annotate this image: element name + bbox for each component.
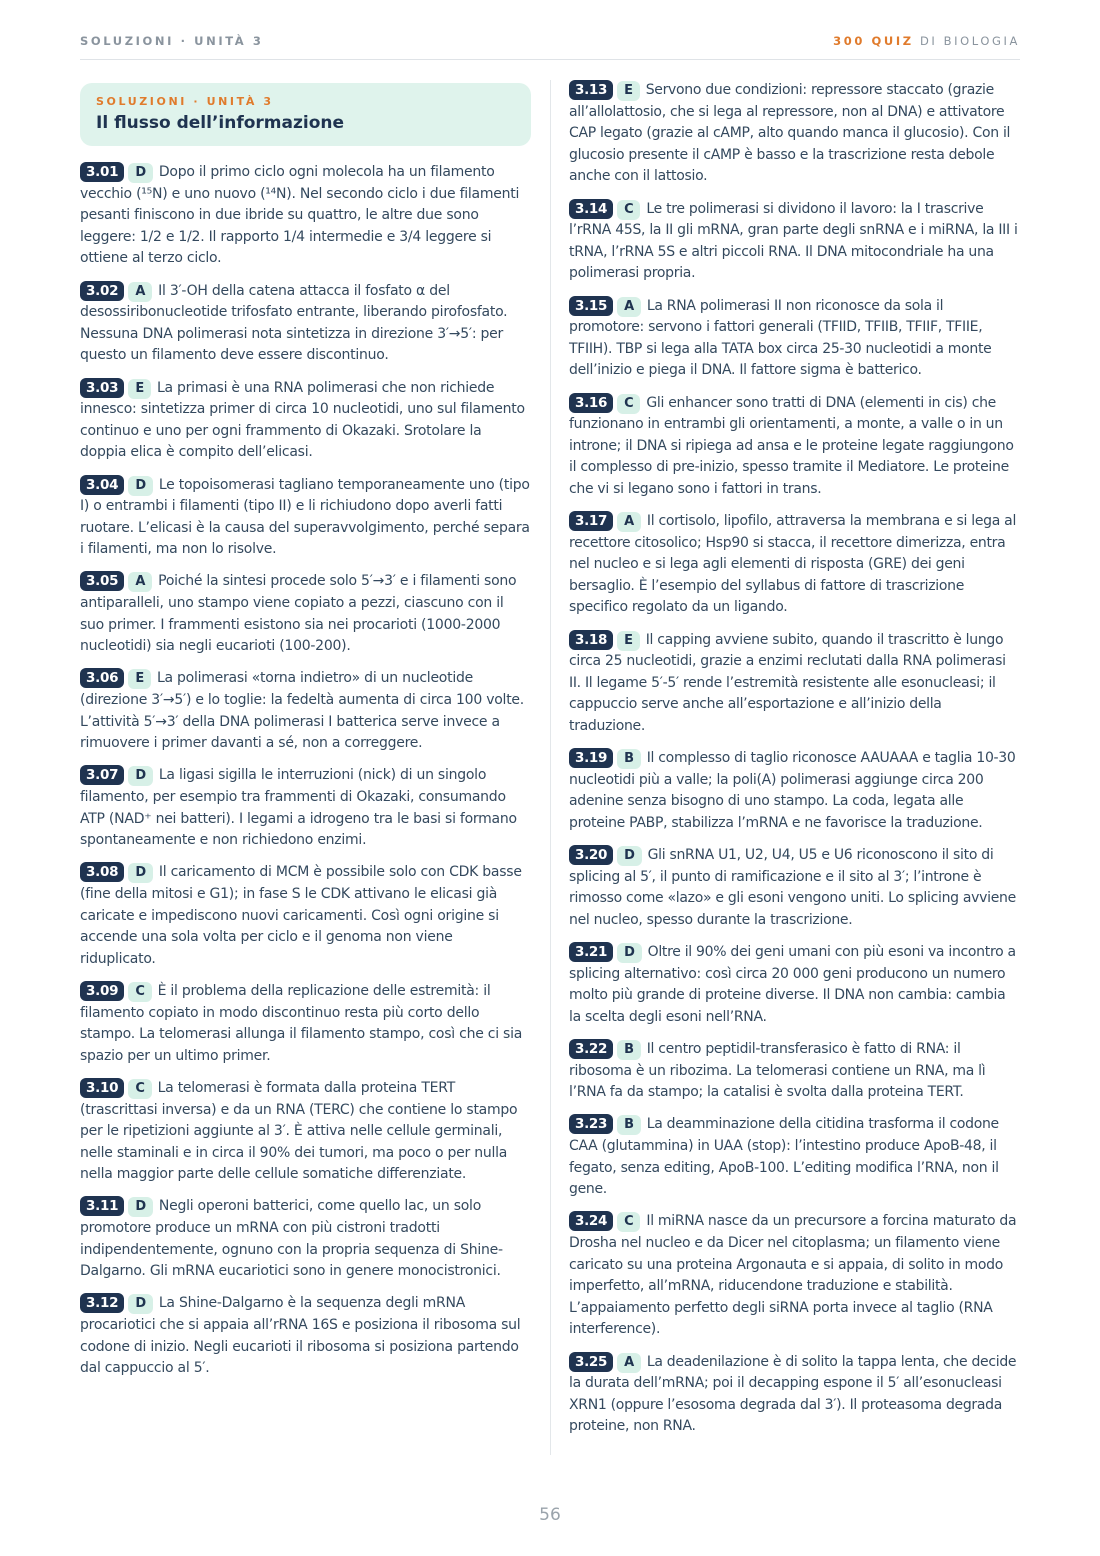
unit-title: Il flusso dell’informazione [96,113,345,133]
question-number-badge: 3.24 [569,1211,613,1231]
solution-entry [80,1196,531,1282]
question-number-badge: 3.13 [569,80,613,100]
answer-letter-badge: C [128,982,151,1002]
question-number-badge: 3.18 [569,630,613,650]
solution-entry [569,630,1021,738]
answer-letter-badge: B [617,1040,641,1060]
solution-entry [569,1039,1021,1104]
running-head [80,34,1020,60]
question-number-badge: 3.22 [569,1039,613,1059]
question-number-badge: 3.09 [80,981,124,1001]
unit-title-box [80,83,531,146]
solution-text: La telomerasi è formata dalla proteina TERT (trascrittasi inversa) e da un RNA (TERC) che contiene lo stampo per le ripetizioni aggiunte al 3′. È attiva nelle cellule germinali, nelle staminali e in circa il 90% dei tumori, ma poco o per nulla nella maggior parte delle cellule somatiche differenziate. [80,1079,518,1183]
question-number-badge: 3.11 [80,1196,124,1216]
question-number-badge: 3.19 [569,748,613,768]
solution-text: La deamminazione della citidina trasforma il codone CAA (glutammina) in UAA (stop): l’intestino produce ApoB-48, il fegato, senza editing, ApoB-100. L’editing modifica l’RNA, non il gene. [569,1116,999,1198]
solution-entry [80,862,531,970]
solution-entry [80,668,531,754]
solution-text: La ligasi sigilla le interruzioni (nick) di un singolo filamento, per esempio tra frammenti di Okazaki, consumando ATP (NAD⁺ nei batteri). I legami a idrogeno tra le basi si formano spontaneamente e non richiedono enzimi. [80,767,517,849]
solution-text: Le topoisomerasi tagliano temporaneamente uno (tipo I) o entrambi i filamenti (tipo II) e li richiudono dopo averli fatti ruotare. L’elicasi è la causa del superavvolgimento, perché separa i filamenti, ma non lo risolve. [80,476,530,558]
question-number-badge: 3.02 [80,281,124,301]
answer-letter-badge: D [128,476,153,496]
solution-entry [569,511,1021,619]
solution-entry [569,393,1021,501]
solution-entry [80,281,531,367]
question-number-badge: 3.06 [80,668,124,688]
question-number-badge: 3.16 [569,393,613,413]
solution-text: Il miRNA nasce da un precursore a forcina maturato da Drosha nel nucleo e da Dicer nel citoplasma; un filamento viene caricato su una proteina Argonauta e si appaia, di solito in modo imperfetto, all’mRNA, riducendone traduzione e stabilità. L’appaiamento perfetto degli siRNA porta invece al taglio (RNA interference). [569,1213,1017,1338]
solution-text: La polimerasi «torna indietro» di un nucleotide (direzione 3′→5′) e lo toglie: la fedeltà aumenta di circa 100 volte. L’attività 5′→3′ della DNA polimerasi I batterica serve invece a rimuovere i primer davanti a sé, non a correggere. [80,670,524,752]
answer-letter-badge: A [128,572,152,592]
answer-letter-badge: A [128,282,152,302]
answer-letter-badge: D [617,943,642,963]
answer-letter-badge: A [617,297,641,317]
unit-kicker: SOLUZIONI · UNITÀ 3 [96,95,274,108]
solution-entry [569,748,1021,834]
book-title-rest: DI BIOLOGIA [913,34,1020,48]
answer-letter-badge: B [617,749,641,769]
answer-letter-badge: E [128,379,151,399]
solution-text: È il problema della replicazione delle estremità: il filamento copiato in modo discontinuo resta più corto dello stampo. La telomerasi allunga il filamento stampo, così che ci sia spazio per un ultimo primer. [80,982,523,1064]
answer-letter-badge: C [617,394,640,414]
solution-entry [569,942,1021,1028]
solution-text: La primasi è una RNA polimerasi che non richiede innesco: sintetizza primer di circa 10 nucleotidi, uno sul filamento continuo e uno per ogni frammento di Okazaki. Srotolare la doppia elica è compito dell’elicasi. [80,379,525,461]
question-number-badge: 3.17 [569,511,613,531]
answer-letter-badge: E [128,669,151,689]
solution-text: Gli enhancer sono tratti di DNA (elementi in cis) che funzionano in entrambi gli orientamenti, a monte, a valle o in un introne; il DNA si ripiega ad ansa e le proteine legate raggiungono il complesso di pre-inizio, spesso tramite il Mediatore. Le proteine che vi si legano sono i fattori in trans. [569,394,1014,497]
question-number-badge: 3.05 [80,571,124,591]
question-number-badge: 3.07 [80,765,124,785]
answer-letter-badge: B [617,1115,641,1135]
question-number-badge: 3.15 [569,296,613,316]
answer-letter-badge: D [128,1294,153,1314]
answer-letter-badge: C [617,1212,640,1232]
answer-letter-badge: E [617,631,640,651]
solution-text: Le tre polimerasi si dividono il lavoro: la I trascrive l’rRNA 45S, la II gli mRNA, gran parte degli snRNA e i miRNA, la III i tRNA, l’rRNA 5S e altri piccoli RNA. Il DNA mitocondriale ha una polimerasi propria. [569,200,1018,282]
left-solutions-list [80,162,531,1380]
solution-text: Negli operoni batterici, come quello lac, un solo promotore produce un mRNA con più cistroni tradotti indipendentemente, ognuno con la propria sequenza di Shine-Dalgarno. Gli mRNA eucariotici sono in genere monocistronici. [80,1198,503,1280]
answer-letter-badge: D [617,846,642,866]
answer-letter-badge: D [128,1197,153,1217]
answer-letter-badge: D [128,863,153,883]
solution-text: Oltre il 90% dei geni umani con più esoni va incontro a splicing alternativo: così circa 20 000 geni producono un numero molto più grande di proteine diverse. Il DNA non cambia: cambia la scelta degli esoni nell’RNA. [569,944,1016,1025]
solution-entry [569,199,1021,285]
question-number-badge: 3.20 [569,845,613,865]
right-column [569,80,1021,1449]
solution-text: La RNA polimerasi II non riconosce da sola il promotore: servono i fattori generali (TFIID, TFIIB, TFIIF, TFIIE, TFIIH). TBP si lega alla TATA box circa 25-30 nucleotidi a monte dell’inizio e piega il DNA. Il fattore sigma è batterico. [569,297,992,379]
column-divider [550,80,551,1455]
left-column [80,80,531,1390]
answer-letter-badge: D [128,163,153,183]
solution-entry [569,1352,1021,1438]
running-head-right [833,34,1020,48]
solution-entry [569,296,1021,382]
solution-text: Il complesso di taglio riconosce AAUAAA e taglia 10-30 nucleotidi più a valle; la poli(A) polimerasi aggiunge circa 200 adenine senza bisogno di uno stampo. La coda, legata alle proteine PABP, stabilizza l’mRNA e ne favorisce la traduzione. [569,750,1016,831]
question-number-badge: 3.21 [569,942,613,962]
solution-entry [80,1078,531,1186]
solution-entry [80,1293,531,1379]
solution-entry [80,378,531,464]
answer-letter-badge: D [128,766,153,786]
solution-entry [80,162,531,270]
question-number-badge: 3.03 [80,378,124,398]
answer-letter-badge: C [617,200,640,220]
solution-entry [569,80,1021,188]
right-solutions-list [569,80,1021,1438]
solution-entry [80,765,531,851]
book-title-accent: 300 QUIZ [833,34,914,48]
question-number-badge: 3.12 [80,1293,124,1313]
solution-entry [80,475,531,561]
solution-entry [569,1211,1021,1341]
solution-entry [569,1114,1021,1200]
solution-text: Il 3′-OH della catena attacca il fosfato α del desossiribonucleotide trifosfato entrante, liberando pirofosfato. Nessuna DNA polimerasi nota sintetizza in direzione 3′→5′: per questo un filamento deve essere discontinuo. [80,282,508,364]
question-number-badge: 3.08 [80,862,124,882]
question-number-badge: 3.01 [80,162,124,182]
question-number-badge: 3.14 [569,199,613,219]
question-number-badge: 3.10 [80,1078,124,1098]
answer-letter-badge: C [128,1079,151,1099]
answer-letter-badge: A [617,1353,641,1373]
answer-letter-badge: E [617,81,640,101]
solution-text: Dopo il primo ciclo ogni molecola ha un filamento vecchio (¹⁵N) e uno nuovo (¹⁴N). Nel secondo ciclo i due filamenti pesanti finiscono in due ibride su quattro, le altre due sono leggere: 1/2 e 1/2. Il rapporto 1/4 intermedie e 3/4 leggere si ottiene al terzo ciclo. [80,164,520,267]
solution-text: Il cortisolo, lipofilo, attraversa la membrana e si lega al recettore citosolico; Hsp90 si stacca, il recettore dimerizza, entra nel nucleo e si lega agli elementi di risposta (GRE) dei geni bersaglio. È l’esempio del syllabus di fattore di trascrizione specifico regolato da un ligando. [569,513,1017,616]
running-head-left: SOLUZIONI · UNITÀ 3 [80,34,264,48]
solution-entry [80,981,531,1067]
solution-text: Poiché la sintesi procede solo 5′→3′ e i filamenti sono antiparalleli, uno stampo viene copiato a pezzi, ciascuno con il suo primer. I frammenti esistono sia nei procarioti (1000-2000 nucleotidi) sia negli eucarioti (100-200). [80,573,517,655]
answer-letter-badge: A [617,512,641,532]
question-number-badge: 3.04 [80,475,124,495]
solution-entry [80,571,531,657]
solution-text: Il centro peptidil-transferasico è fatto di RNA: il ribosoma è un ribozima. La telomerasi contiene un RNA, ma lì l’RNA fa da stampo; la catalisi è svolta dalla proteina TERT. [569,1041,986,1101]
solution-text: Servono due condizioni: repressore staccato (grazie all’allolattosio, che si lega al repressore, non al DNA) e attivatore CAP legato (grazie al cAMP, alto quando manca il glucosio). Con il glucosio presente il cAMP è basso e la trascrizione resta debole anche con il lattosio. [569,82,1011,185]
solution-text: Gli snRNA U1, U2, U4, U5 e U6 riconoscono il sito di splicing al 5′, il punto di ramificazione e il sito al 3′; l’introne è rimosso come «lazo» e gli esoni vengono uniti. Lo splicing avviene nel nucleo, spesso durante la trascrizione. [569,847,1016,928]
solution-text: Il caricamento di MCM è possibile solo con CDK basse (fine della mitosi e G1); in fase S le CDK attivano le elicasi già caricate e impediscono nuovi caricamenti. Così ogni origine si accende una sola volta per ciclo e il genoma non viene riduplicato. [80,864,522,967]
question-number-badge: 3.23 [569,1114,613,1134]
question-number-badge: 3.25 [569,1352,613,1372]
page-number: 56 [539,1505,561,1525]
solution-text: Il capping avviene subito, quando il trascritto è lungo circa 25 nucleotidi, grazie a enzimi reclutati dalla RNA polimerasi II. Il legame 5′-5′ rende l’estremità resistente alle esonucleasi; il cappuccio serve anche all’esportazione e all’inizio della traduzione. [569,631,1006,734]
solution-entry [569,845,1021,931]
solution-text: La Shine-Dalgarno è la sequenza degli mRNA procariotici che si appaia all’rRNA 16S e posiziona il ribosoma sul codone di inizio. Negli eucarioti il ribosoma si posiziona partendo dal cappuccio al 5′. [80,1295,521,1377]
solution-text: La deadenilazione è di solito la tappa lenta, che decide la durata dell’mRNA; poi il decapping espone il 5′ all’esonucleasi XRN1 (oppure l’esosoma degrada dal 3′). Il proteasoma degrada proteine, non RNA. [569,1353,1017,1435]
